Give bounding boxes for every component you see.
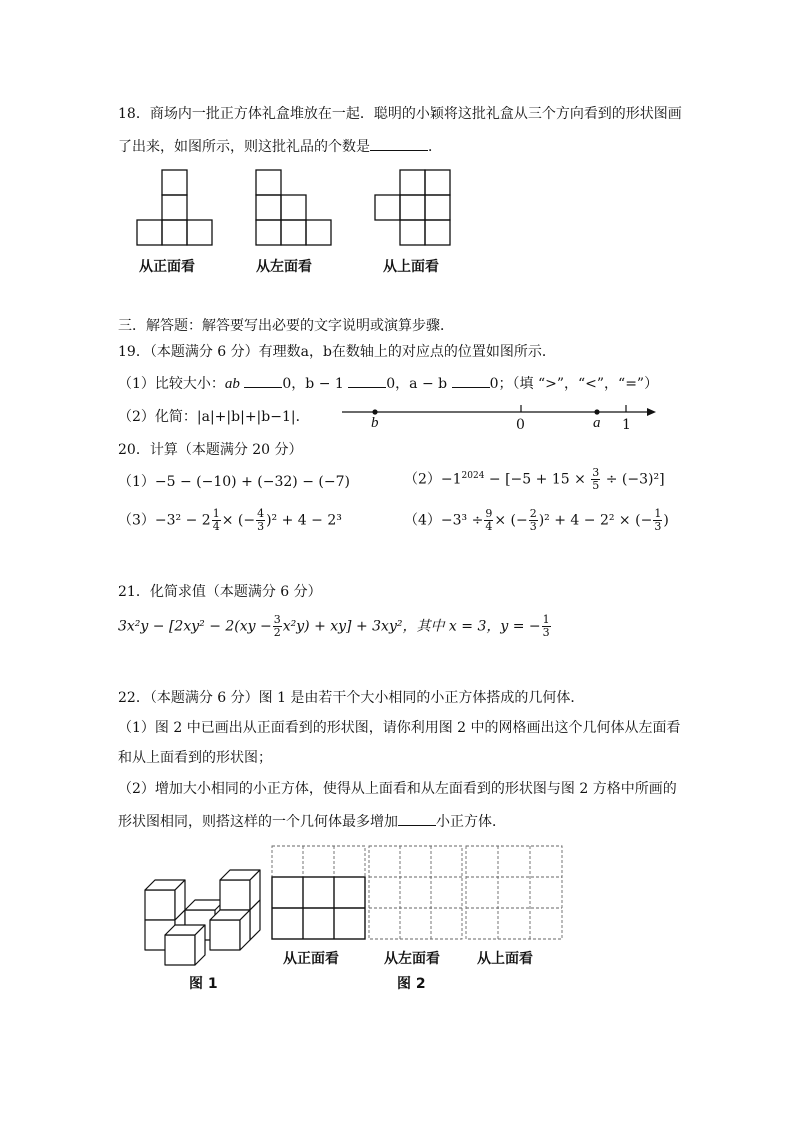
q22-line2: （1）图 2 中已画出从正面看到的形状图，请你利用图 2 中的网格画出这个几何体从左面看 [118,720,681,736]
q21-y-den: 3 [542,626,550,639]
q20-e3-mid: × (− [221,512,256,529]
q18-label-left: 从左面看 [256,259,312,275]
q20-e3-mixed-num: 1 [212,507,220,520]
q22-line5-a: 形状图相同，则搭这样的一个几何体最多增加 [118,814,398,830]
q20-e4-prefix: （4）−3³ ÷ [404,512,484,529]
q21-frac-den: 2 [273,626,281,639]
q20-e3-mixed-den: 4 [212,520,220,533]
q18-line1: 18．商场内一批正方体礼盒堆放在一起．聪明的小颖将这批礼盒从三个方向看到的形状图画 [118,106,682,122]
grid-top [466,846,562,939]
q19-title: 19．（本题满分 6 分）有理数a，b在数轴上的对应点的位置如图所示． [118,344,556,360]
section3-heading: 三．解答题：解答要写出必要的文字说明或演算步骤． [118,318,454,334]
q20-e3-frac-den: 3 [257,520,265,533]
axis-label-b: b [371,415,379,431]
q20-e3-prefix: （3）−3² − 2 [118,512,211,529]
q20-e3-frac-num: 4 [257,507,265,520]
figure-1-caption: 图 1 [189,976,218,992]
q19-p1-zero-3: 0 [489,376,499,392]
q20-e2-frac-den: 5 [592,479,600,493]
q19-p1-b1: ，b − 1 [291,376,344,392]
q20-e4-f3-num: 1 [654,507,662,520]
grid-left [369,846,462,939]
q20-title: 20．计算（本题满分 20 分） [118,442,303,458]
q20-e4-f2-num: 2 [529,507,537,520]
q20-e4-end: ) [663,512,669,529]
axis-label-0: 0 [516,417,525,433]
q19-p1-zero-2: 0 [386,376,396,392]
q19-p1-ab: ab [224,376,240,392]
q20-e2-frac-num: 3 [592,466,600,480]
q18-line2-end: ． [428,139,442,155]
q20-e4-f1-den: 4 [485,520,493,533]
q21-expr-a: 3x²y − [2xy² − 2(xy − [118,618,272,635]
q21-expr-b: x²y) + xy] + 3xy²，其中 x = 3，y = − [282,618,541,635]
q19-part2: （2）化简：|a|+|b|+|b−1|． [118,409,310,425]
q19-p1-amb: ，a − b [395,376,448,392]
q19-p1-prefix: （1）比较大小： [118,376,225,392]
q20-e2-end: ÷ (−3)²] [605,471,665,488]
q21-title: 21．化简求值（本题满分 6 分） [118,584,322,600]
q22-line3: 和从上面看到的形状图； [118,750,272,766]
q20-e3-end: )² + 4 − 2³ [266,512,342,529]
q19-p1-zero-1: 0 [282,376,292,392]
q22-label-top: 从上面看 [477,951,533,967]
figure-2-caption: 图 2 [397,976,426,992]
axis-label-1: 1 [622,417,631,433]
q20-e2-exp: 2024 [461,471,485,481]
q20-expr-1: （1）−5 − (−10) + (−32) − (−7) [118,474,350,490]
q20-e4-f1-num: 9 [485,507,493,520]
axis-label-a: a [593,415,601,431]
front-view-drawing [272,877,365,939]
q20-e4-mid2: )² + 4 − 2² × (− [538,512,653,529]
q19-p1-hint: ；（填 “>”，“<”，“=”） [498,376,659,392]
q22-line4: （2）增加大小相同的小正方体，使得从上面看和从左面看到的形状图与图 2 方格中所画的 [118,781,677,797]
q20-e4-f2-den: 3 [529,520,537,533]
q18-label-front: 从正面看 [139,259,195,275]
q22-label-front: 从正面看 [283,951,339,967]
q18-label-top: 从上面看 [383,259,439,275]
grid-front [272,846,365,939]
q20-e4-mid1: × (− [494,512,528,529]
q22-line5-b: 小正方体． [436,814,506,830]
q20-e2-mid: − [−5 + 15 × [484,471,586,488]
q21-y-num: 1 [542,613,550,626]
q20-e2-prefix: （2）−1 [404,471,462,488]
q22-label-left: 从左面看 [384,951,440,967]
q18-line2-text: 了出来，如图所示，则这批礼品的个数是 [118,139,370,155]
q22-line1: 22．（本题满分 6 分）图 1 是由若干个大小相同的小正方体搭成的几何体． [118,690,585,706]
q21-frac-num: 3 [273,613,281,626]
q20-e4-f3-den: 3 [654,520,662,533]
